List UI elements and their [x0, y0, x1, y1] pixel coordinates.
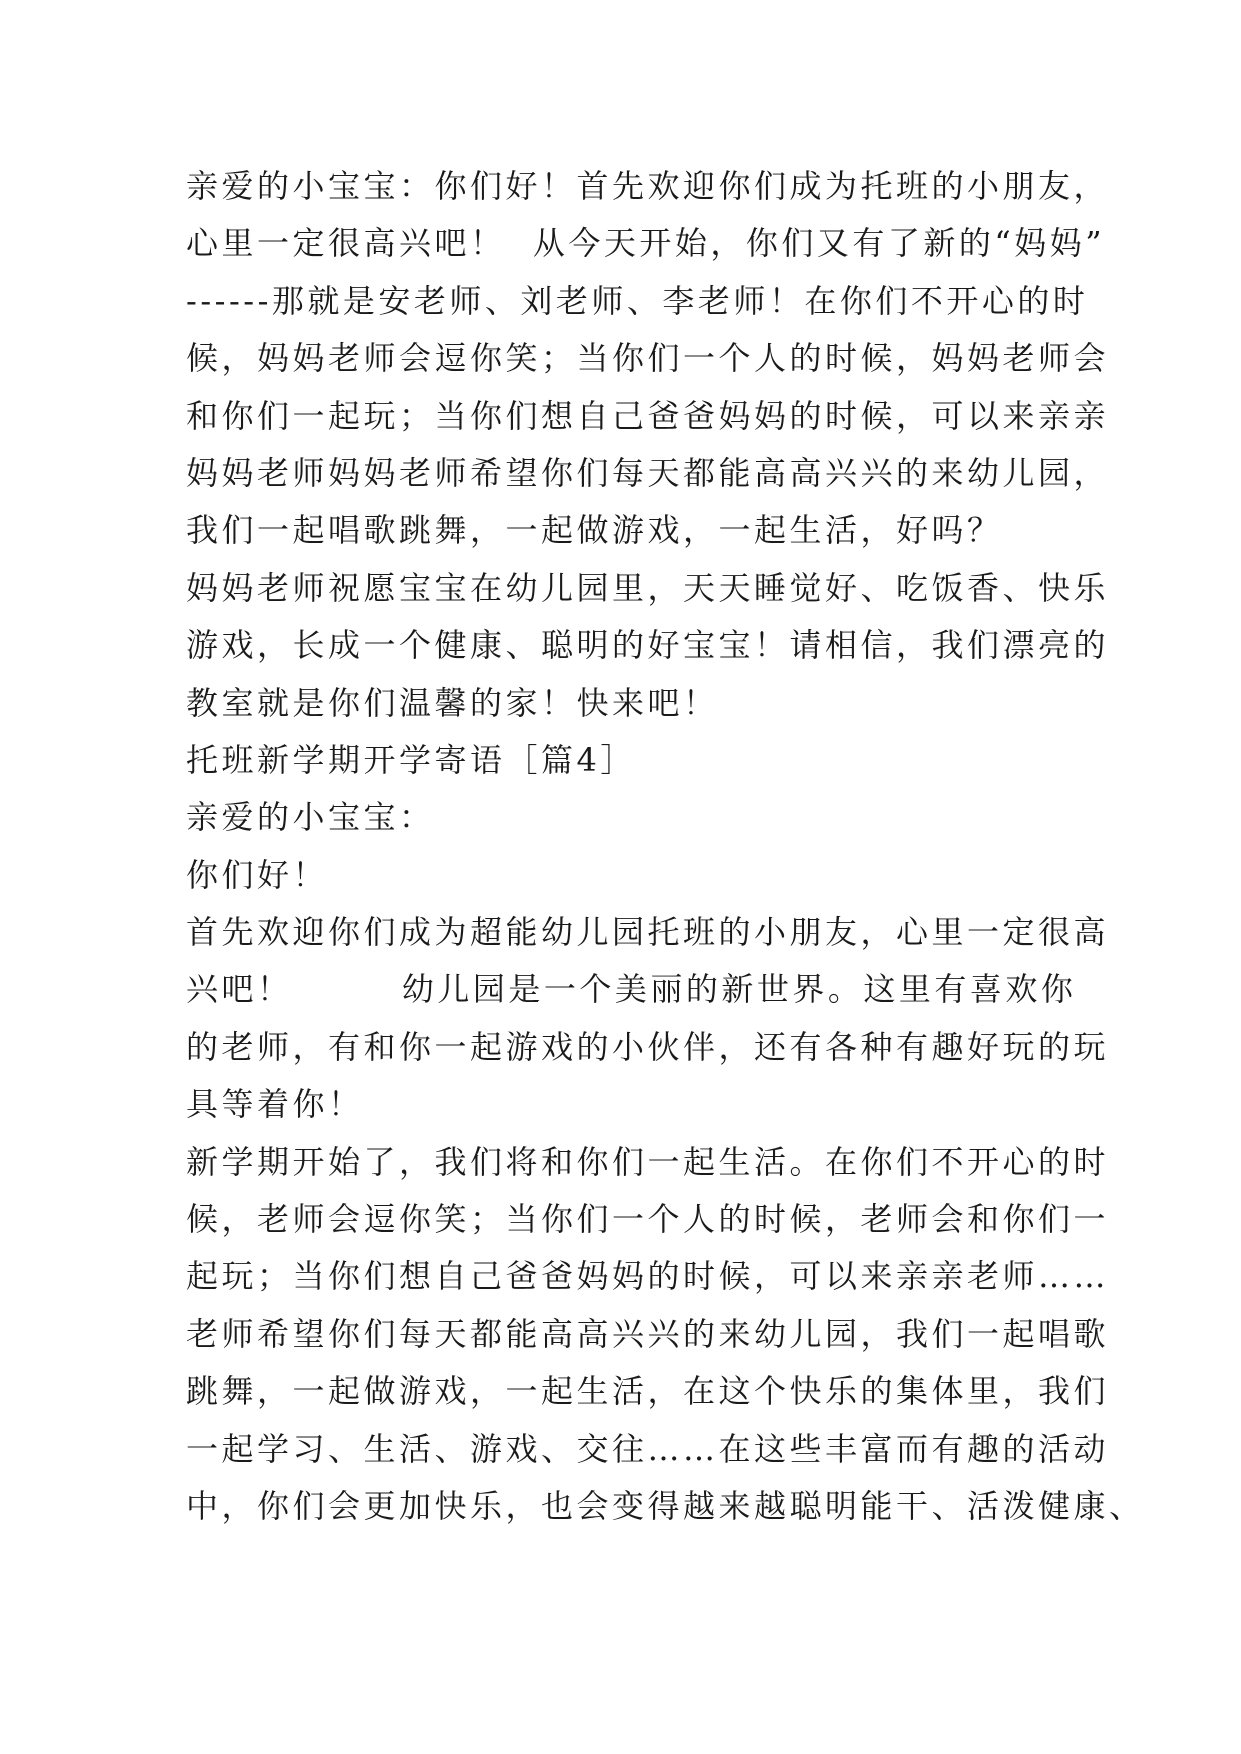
text-line: 首先欢迎你们成为超能幼儿园托班的小朋友，心里一定很高: [186, 913, 1110, 952]
text-line: 起玩；当你们想自己爸爸妈妈的时候，可以来亲亲老师……: [186, 1257, 1110, 1296]
greeting-line: 你们好！: [186, 855, 329, 894]
text-line: 一起学习、生活、游戏、交往……在这些丰富而有趣的活动: [186, 1429, 1110, 1468]
document-body: [186, 158, 1145, 1535]
text-line: 我们一起唱歌跳舞，一起做游戏，一起生活，好吗？: [186, 511, 1003, 550]
text-line: 具等着你！: [186, 1085, 364, 1124]
text-line: 候，老师会逗你笑；当你们一个人的时候，老师会和你们一: [186, 1200, 1110, 1239]
text-line: 妈妈老师妈妈老师希望你们每天都能高高兴兴的来幼儿园，: [186, 453, 1110, 492]
text-line: 和你们一起玩；当你们想自己爸爸妈妈的时候，可以来亲亲: [186, 396, 1110, 435]
text-line: 老师希望你们每天都能高高兴兴的来幼儿园，我们一起唱歌: [186, 1314, 1110, 1353]
text-line: 兴吧！ 幼儿园是一个美丽的新世界。这里有喜欢你: [186, 970, 1077, 1009]
text-line: 新学期开始了，我们将和你们一起生活。在你们不开心的时: [186, 1142, 1110, 1181]
text-line: 的老师，有和你一起游戏的小伙伴，还有各种有趣好玩的玩: [186, 1027, 1110, 1066]
text-line: 亲爱的小宝宝：你们好！首先欢迎你们成为托班的小朋友，: [186, 167, 1110, 205]
text-line: ------那就是安老师、刘老师、李老师！在你们不开心的时: [186, 281, 1089, 320]
text-line: 教室就是你们温馨的家！快来吧！: [186, 683, 719, 722]
text-line: 中，你们会更加快乐，也会变得越来越聪明能干、活泼健康、: [186, 1486, 1145, 1525]
section-heading: 托班新学期开学寄语［篇4］: [186, 740, 636, 779]
text-line: 心里一定很高兴吧！ 从今天开始，你们又有了新的“妈妈”: [186, 224, 1106, 263]
greeting-line: 亲爱的小宝宝：: [186, 798, 435, 837]
text-line: 妈妈老师祝愿宝宝在幼儿园里，天天睡觉好、吃饭香、快乐: [186, 568, 1110, 607]
text-line: 候，妈妈老师会逗你笑；当你们一个人的时候，妈妈老师会: [186, 339, 1110, 378]
text-line: 游戏，长成一个健康、聪明的好宝宝！请相信，我们漂亮的: [186, 626, 1110, 665]
text-line: 跳舞，一起做游戏，一起生活，在这个快乐的集体里，我们: [186, 1372, 1110, 1411]
